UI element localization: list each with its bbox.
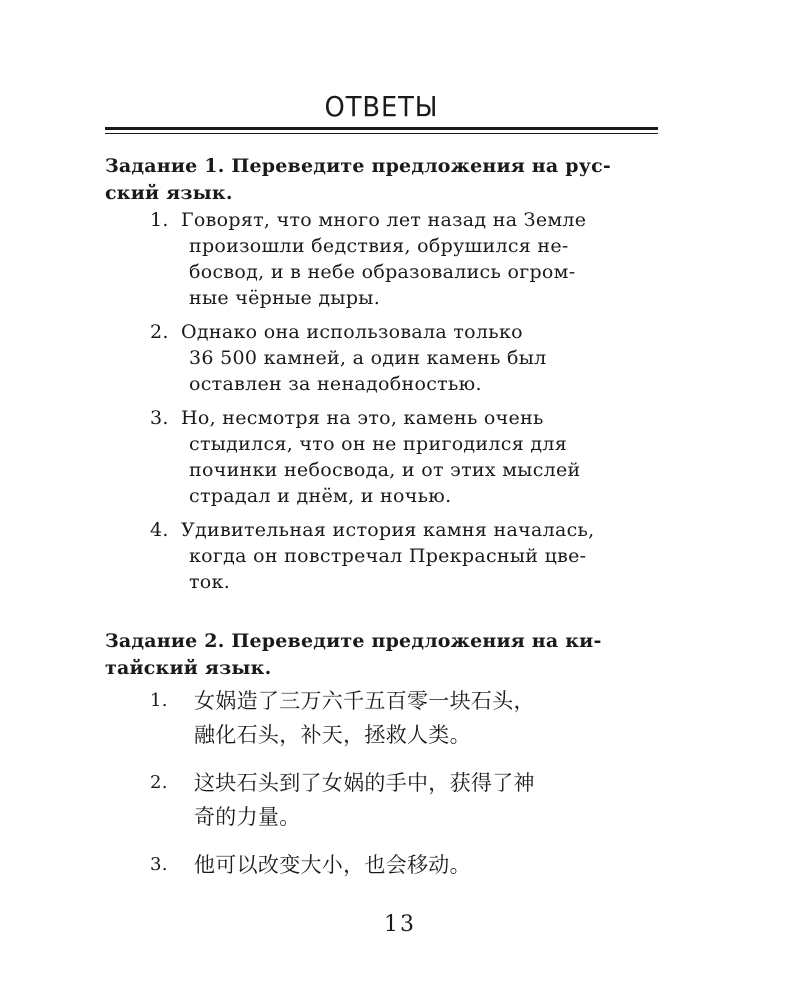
item-text <box>150 319 665 397</box>
task1-heading-line: Задание 1. Переведите предложения на рус- <box>105 155 611 177</box>
item-number: 2. <box>150 772 168 793</box>
list-item <box>150 684 665 752</box>
task1-heading <box>105 153 660 207</box>
item-line: 女娲造了三万六千五百零一块石头， <box>194 689 535 713</box>
item-number: 3. <box>150 407 169 429</box>
item-line: починки небосвода, и от этих мыслей <box>189 459 581 481</box>
list-item <box>150 207 665 311</box>
item-line: 这块石头到了女娲的手中，获得了神 <box>194 771 535 795</box>
item-line: Удивительная история камня началась, <box>181 519 595 541</box>
task2-heading <box>105 628 660 682</box>
item-line: страдал и днём, и ночью. <box>189 485 452 507</box>
task2-answer-list <box>150 684 665 896</box>
item-text <box>150 207 665 311</box>
item-line: ток. <box>189 571 231 593</box>
title-rule-thin <box>105 133 658 134</box>
item-line: 奇的力量。 <box>194 805 301 829</box>
page-title: ОТВЕТЫ <box>324 90 439 123</box>
item-line: 融化石头，补天，拯救人类。 <box>194 723 471 747</box>
item-text <box>150 684 665 752</box>
item-line: когда он повстречал Прекрасный цве- <box>189 545 587 567</box>
list-item <box>150 517 665 595</box>
item-line: произошли бедствия, обрушился не- <box>189 235 569 257</box>
item-text <box>150 766 665 834</box>
item-line: 他可以改变大小，也会移动。 <box>194 853 471 877</box>
item-line: Однако она использовала только <box>181 321 523 343</box>
list-item <box>150 405 665 509</box>
item-number: 1. <box>150 690 168 711</box>
item-line: оставлен за ненадобностью. <box>189 373 482 395</box>
item-line: стыдился, что он не пригодился для <box>189 433 567 455</box>
list-item <box>150 848 665 882</box>
item-text <box>150 517 665 595</box>
item-line: 36 500 камней, а один камень был <box>189 347 547 369</box>
title-rule-thick <box>105 127 658 130</box>
item-text <box>150 405 665 509</box>
task1-heading-line: ский язык. <box>105 182 233 204</box>
item-number: 3. <box>150 854 168 875</box>
page-number: 13 <box>384 912 416 937</box>
item-line: Но, несмотря на это, камень очень <box>181 407 544 429</box>
item-line: ные чёрные дыры. <box>189 287 381 309</box>
item-number: 4. <box>150 519 169 541</box>
task2-heading-line: тайский язык. <box>105 657 272 679</box>
task1-answer-list <box>150 207 665 603</box>
item-number: 1. <box>150 209 169 231</box>
list-item <box>150 766 665 834</box>
item-number: 2. <box>150 321 169 343</box>
list-item <box>150 319 665 397</box>
item-line: босвод, и в небе образовались огром- <box>189 261 576 283</box>
item-text <box>150 848 665 882</box>
item-line: Говорят, что много лет назад на Земле <box>181 209 587 231</box>
task2-heading-line: Задание 2. Переведите предложения на ки- <box>105 630 602 652</box>
